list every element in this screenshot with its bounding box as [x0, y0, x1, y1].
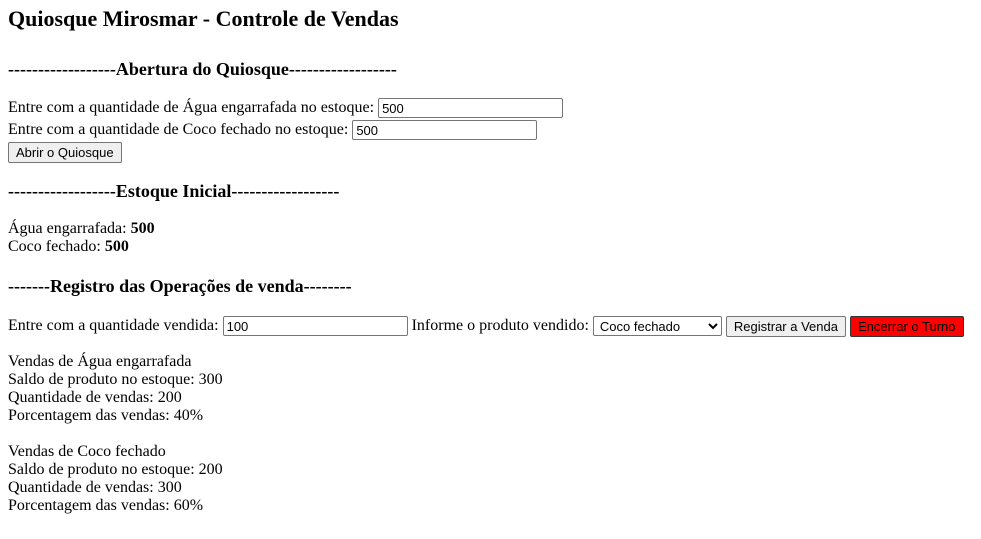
- sales-registry-heading: -------Registro das Operações de venda--------: [8, 276, 352, 296]
- water-stock-row: [8, 97, 973, 119]
- register-sale-button[interactable]: Registrar a Venda: [726, 316, 846, 337]
- initial-coconut-stock: [8, 238, 973, 256]
- initial-coconut-value: 500: [104, 238, 129, 255]
- page-title: Quiosque Mirosmar - Controle de Vendas: [8, 6, 399, 31]
- open-kiosk-button[interactable]: Abrir o Quiosque: [8, 142, 122, 163]
- sales-form-row: [8, 315, 973, 337]
- initial-water-stock: [8, 220, 973, 238]
- coconut-sales-quantity: Quantidade de vendas: 300: [8, 479, 182, 496]
- coconut-stock-row: [8, 119, 973, 141]
- sold-product-label: Informe o produto vendido:: [411, 317, 589, 334]
- initial-coconut-label: Coco fechado:: [8, 238, 101, 255]
- open-button-row: [8, 141, 973, 163]
- initial-water-value: 500: [130, 220, 155, 237]
- water-stock-label: Entre com a quantidade de Água engarrafada no estoque:: [8, 99, 375, 116]
- sold-quantity-label: Entre com a quantidade vendida:: [8, 317, 219, 334]
- sold-product-select[interactable]: [593, 316, 722, 336]
- water-sales-percentage: Porcentagem das vendas: 40%: [8, 407, 204, 424]
- water-sales-summary: [8, 353, 973, 425]
- page: [8, 0, 973, 515]
- coconut-stock-balance: Saldo de produto no estoque: 200: [8, 461, 223, 478]
- coconut-sales-percentage: Porcentagem das vendas: 60%: [8, 497, 204, 514]
- water-stock-input[interactable]: [378, 98, 563, 118]
- water-summary-title: Vendas de Água engarrafada: [8, 353, 192, 370]
- coconut-summary-title: Vendas de Coco fechado: [8, 443, 166, 460]
- coconut-stock-label: Entre com a quantidade de Coco fechado no estoque:: [8, 121, 349, 138]
- coconut-stock-input[interactable]: [352, 120, 537, 140]
- water-sales-quantity: Quantidade de vendas: 200: [8, 389, 182, 406]
- coconut-sales-summary: [8, 443, 973, 515]
- water-stock-balance: Saldo de produto no estoque: 300: [8, 371, 223, 388]
- close-shift-button[interactable]: Encerrar o Turno: [850, 316, 964, 337]
- initial-stock-heading: ------------------Estoque Inicial------------------: [8, 181, 340, 201]
- sold-quantity-input[interactable]: [223, 316, 408, 336]
- opening-heading: ------------------Abertura do Quiosque------------------: [8, 59, 397, 79]
- initial-water-label: Água engarrafada:: [8, 220, 127, 237]
